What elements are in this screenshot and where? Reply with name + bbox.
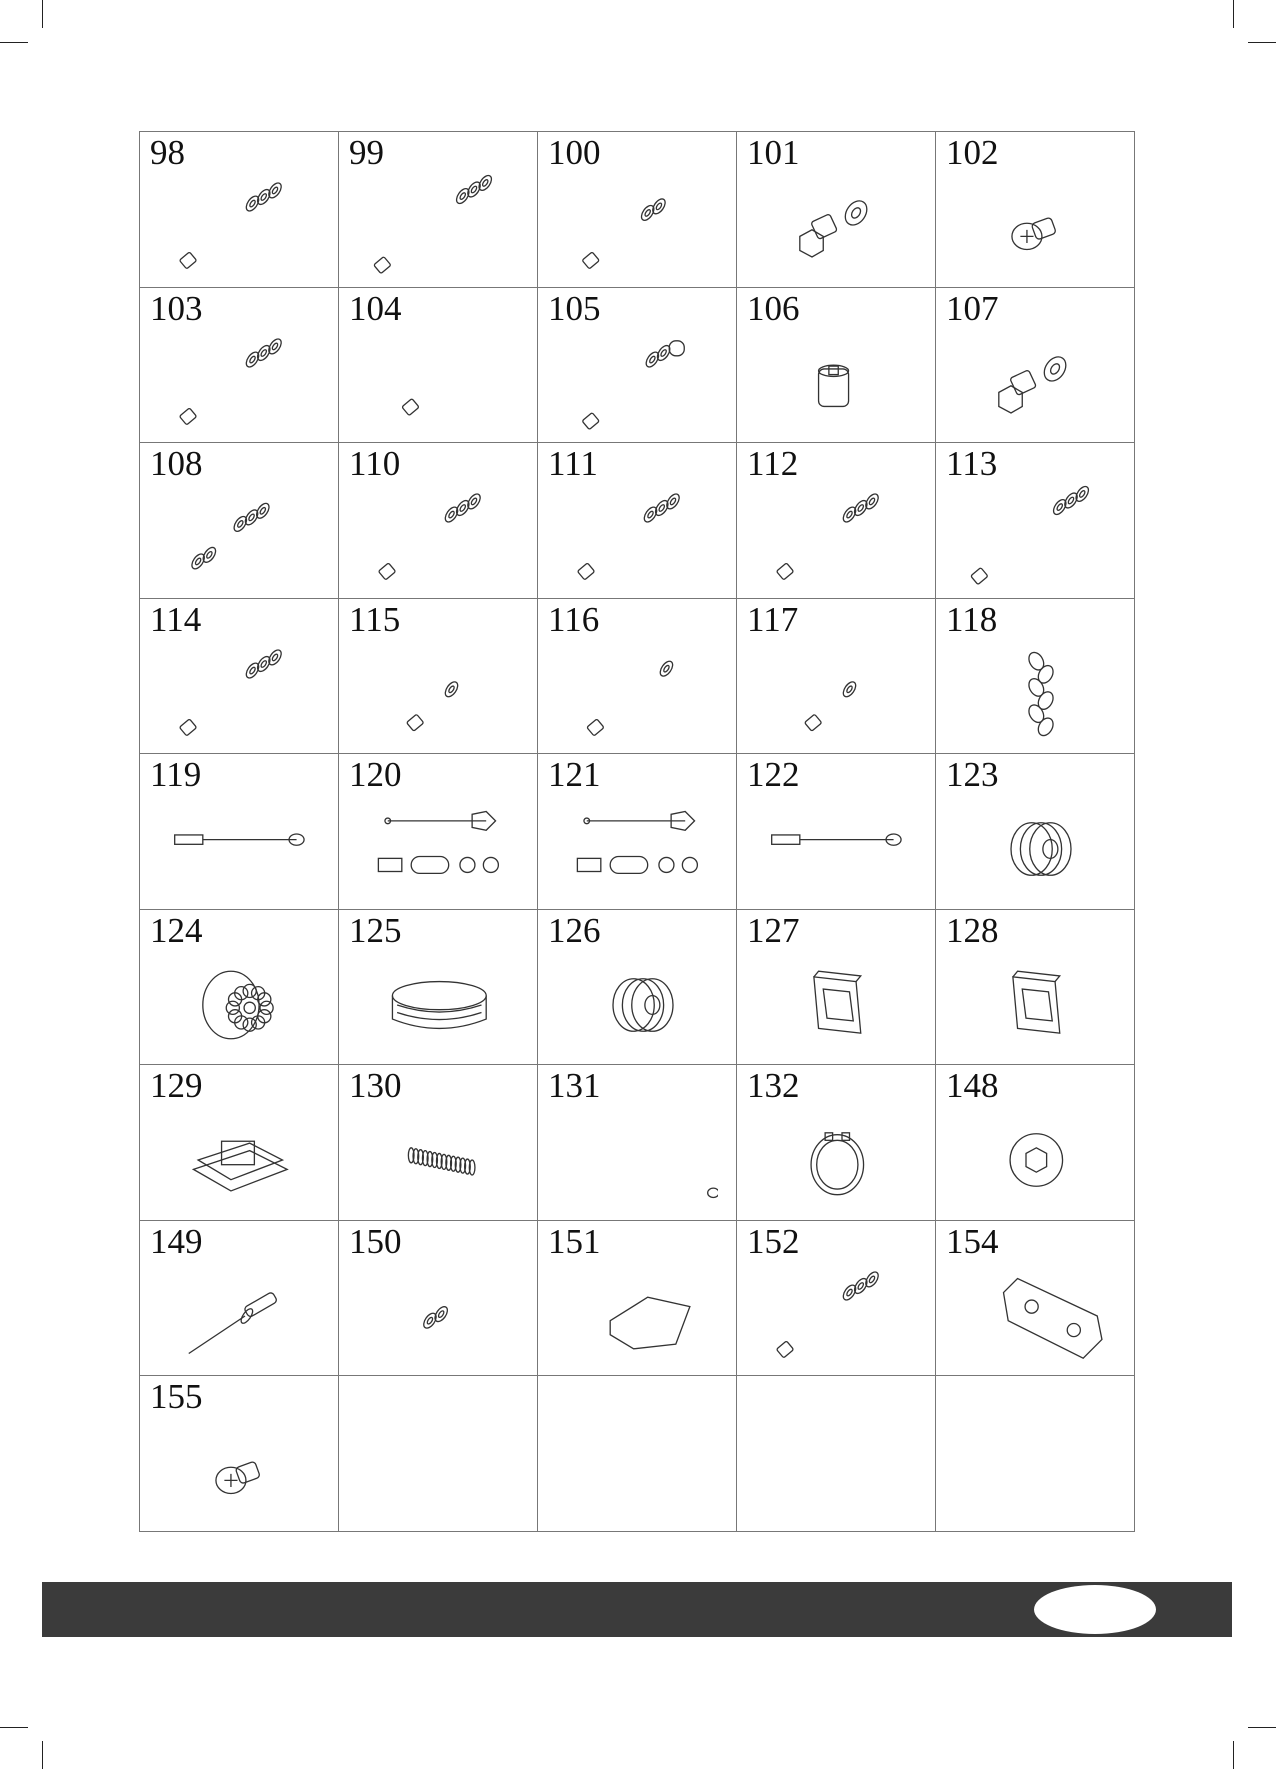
part-cell	[936, 910, 1135, 1066]
part-number: 155	[150, 1377, 203, 1416]
crop-mark	[42, 1741, 43, 1769]
crop-mark	[0, 42, 28, 43]
part-cell	[737, 910, 936, 1066]
part-number: 119	[150, 755, 202, 794]
bolt-washers-nut-icon	[369, 483, 519, 593]
part-number: 130	[349, 1066, 402, 1105]
nut-washer-icon	[369, 1261, 519, 1371]
part-number: 117	[747, 599, 799, 639]
part-cell	[936, 1221, 1135, 1377]
crop-mark	[1233, 0, 1234, 28]
part-number: 151	[548, 1221, 601, 1261]
screw-nuts-icon	[568, 172, 718, 282]
cable-icon	[170, 794, 320, 904]
part-cell	[538, 910, 737, 1066]
part-number: 100	[548, 133, 601, 172]
part-cell	[339, 910, 538, 1066]
curved-tube-icon	[568, 1105, 718, 1215]
part-cell	[538, 754, 737, 910]
part-number: 154	[946, 1221, 999, 1261]
part-number: 148	[946, 1066, 999, 1105]
part-number: 103	[150, 288, 203, 328]
part-cell	[538, 1376, 737, 1532]
bolt-washers-nut-icon	[767, 1261, 917, 1371]
spring-icon	[369, 1105, 519, 1215]
part-number: 101	[747, 133, 800, 172]
oval-end-cap-icon	[369, 950, 519, 1060]
parts-grid	[139, 131, 1135, 1532]
part-number: 115	[349, 599, 401, 639]
part-cell	[339, 1376, 538, 1532]
part-cell	[737, 288, 936, 444]
part-cell	[936, 288, 1135, 444]
part-cell	[140, 443, 339, 599]
crop-mark	[1248, 1727, 1276, 1728]
cable-icon	[767, 794, 917, 904]
pulley-icon	[568, 950, 718, 1060]
hex-bolt-washer-icon	[767, 172, 917, 282]
part-number: 107	[946, 288, 999, 328]
part-cell	[936, 1376, 1135, 1532]
wave-washer-icon	[966, 1105, 1116, 1215]
part-cell	[538, 288, 737, 444]
hex-bolt-washer-icon	[966, 328, 1116, 438]
part-cell	[936, 754, 1135, 910]
part-cell	[339, 599, 538, 755]
part-number: 118	[946, 599, 998, 639]
part-cell	[339, 1221, 538, 1377]
part-number: 116	[548, 599, 600, 639]
part-cell	[339, 1065, 538, 1221]
part-cell	[737, 1221, 936, 1377]
pulley-icon	[966, 794, 1116, 904]
phillips-screw-icon	[170, 1416, 320, 1526]
cable-kit-icon	[568, 794, 718, 904]
long-bolt-washers-nut-icon	[966, 483, 1116, 593]
part-number: 129	[150, 1066, 203, 1105]
part-cell	[936, 443, 1135, 599]
part-cell	[140, 1065, 339, 1221]
crop-mark	[0, 1727, 28, 1728]
part-number: 152	[747, 1221, 800, 1261]
pad-icon	[568, 1261, 718, 1371]
part-number: 131	[548, 1066, 601, 1105]
bolt-washers-nut-icon	[170, 639, 320, 749]
part-number: 110	[349, 444, 401, 483]
bolt-cap-assembly-icon	[568, 328, 718, 438]
cable-kit-icon	[369, 794, 519, 904]
square-end-cap-icon	[966, 950, 1116, 1060]
part-cell	[538, 1065, 737, 1221]
part-cell	[936, 599, 1135, 755]
part-number: 112	[747, 444, 799, 483]
part-cell	[737, 599, 936, 755]
part-cell	[140, 754, 339, 910]
part-number: 150	[349, 1221, 402, 1261]
bolt-washers-nut-icon	[170, 172, 320, 282]
part-number: 126	[548, 910, 601, 950]
part-number: 114	[150, 599, 202, 639]
part-number: 104	[349, 288, 402, 328]
phillips-screw-icon	[966, 172, 1116, 282]
short-bolt-washer-icon	[767, 639, 917, 749]
long-bolt-washers-nut-icon	[369, 172, 519, 282]
part-number: 124	[150, 910, 203, 950]
part-number: 108	[150, 444, 203, 483]
part-number: 102	[946, 133, 999, 172]
part-cell	[936, 1065, 1135, 1221]
part-number: 125	[349, 910, 402, 950]
part-cell	[339, 443, 538, 599]
rectangular-end-cap-icon	[170, 1105, 320, 1215]
part-cell	[936, 132, 1135, 288]
bolt-washers-nut-icon	[767, 483, 917, 593]
part-number: 122	[747, 755, 800, 794]
rivet-icon	[170, 1261, 320, 1371]
part-number: 98	[150, 133, 185, 172]
countersunk-screw-icon	[369, 328, 519, 438]
part-cell	[538, 132, 737, 288]
part-cell	[339, 288, 538, 444]
part-cell	[737, 1065, 936, 1221]
bolt-washer-icon	[568, 639, 718, 749]
bushing-icon	[767, 328, 917, 438]
part-number: 106	[747, 288, 800, 328]
part-cell	[140, 1376, 339, 1532]
short-bolt-washer-icon	[369, 639, 519, 749]
crop-mark	[42, 0, 43, 28]
square-end-cap-icon	[767, 950, 917, 1060]
part-cell	[140, 132, 339, 288]
crop-mark	[1248, 42, 1276, 43]
nuts-washers-icon	[170, 483, 320, 593]
part-number: 111	[548, 444, 598, 483]
part-cell	[538, 599, 737, 755]
part-number: 113	[946, 444, 998, 483]
part-cell	[737, 443, 936, 599]
part-number: 127	[747, 910, 800, 950]
part-number: 99	[349, 133, 384, 172]
bolt-washers-nut-icon	[568, 483, 718, 593]
part-number: 105	[548, 288, 601, 328]
part-cell	[737, 1376, 936, 1532]
plate-two-holes-icon	[966, 1261, 1116, 1371]
part-cell	[339, 754, 538, 910]
part-cell	[737, 754, 936, 910]
part-number: 128	[946, 910, 999, 950]
part-number: 132	[747, 1066, 800, 1105]
part-number: 121	[548, 755, 601, 794]
part-cell	[339, 132, 538, 288]
part-cell	[140, 1221, 339, 1377]
bolt-washers-nut-icon	[170, 328, 320, 438]
part-number: 123	[946, 755, 999, 794]
snap-ring-icon	[767, 1105, 917, 1215]
part-cell	[538, 443, 737, 599]
part-cell	[140, 910, 339, 1066]
gear-cap-icon	[170, 950, 320, 1060]
part-cell	[140, 599, 339, 755]
part-cell	[538, 1221, 737, 1377]
part-number: 149	[150, 1221, 203, 1261]
part-number: 120	[349, 755, 402, 794]
part-cell	[140, 288, 339, 444]
chain-icon	[966, 639, 1116, 749]
part-cell	[737, 132, 936, 288]
page-number-badge	[1034, 1585, 1156, 1634]
crop-mark	[1233, 1741, 1234, 1769]
